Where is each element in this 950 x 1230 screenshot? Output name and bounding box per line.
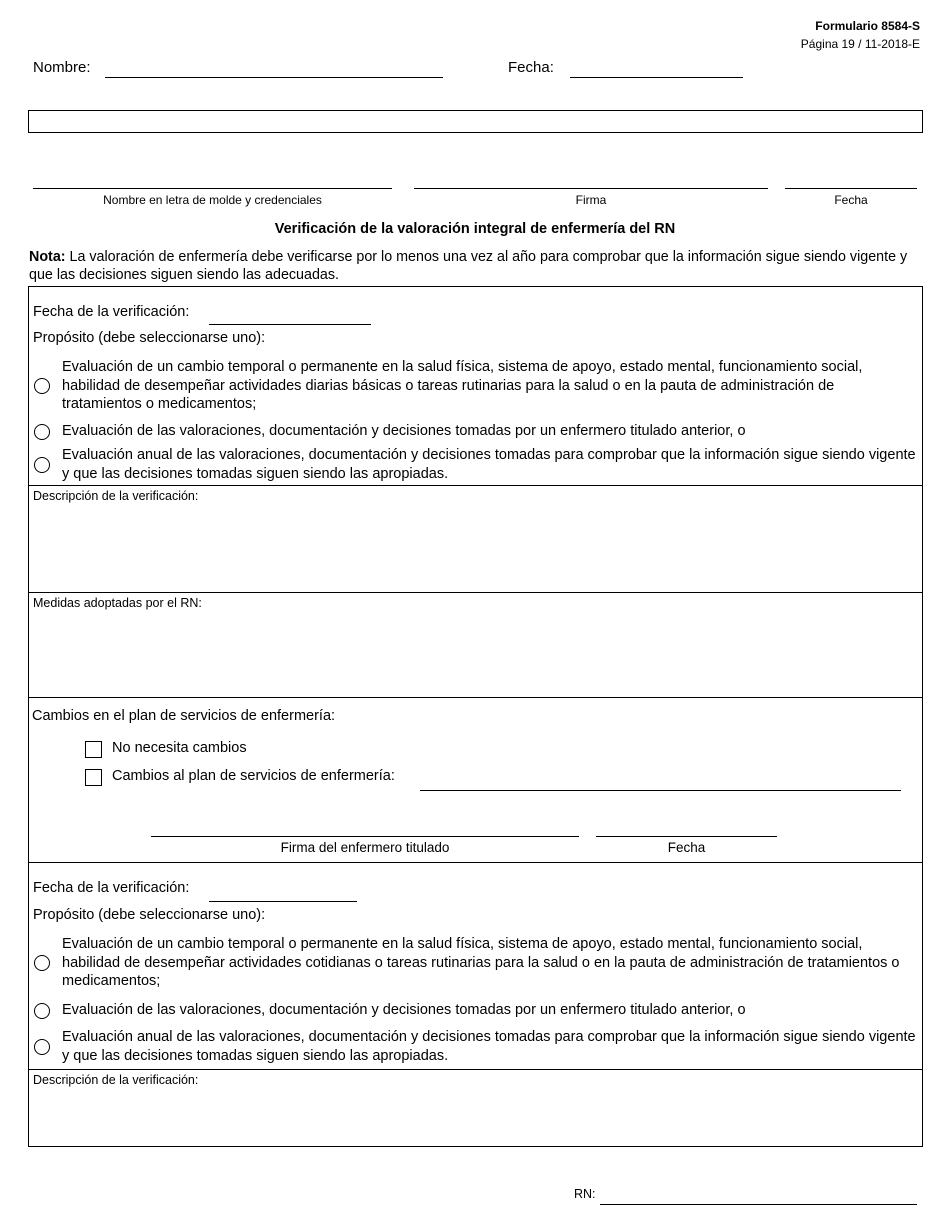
verification-2-option-1-text: Evaluación de un cambio temporal o permanente en la salud física, sistema de apoyo, estado mental, funcionamiento social, habilidad de desempeñar actividades cotidianas o tareas rutinarias para la salud o en la pauta de administración de tratamientos o medicamentos; <box>62 936 900 989</box>
note-text: La valoración de enfermería debe verificarse por lo menos una vez al año para comprobar que la información sigue siendo vigente y que las decisiones siguen siendo las adecuadas. <box>29 249 908 283</box>
date-field[interactable] <box>570 77 743 78</box>
name-field[interactable] <box>105 77 443 78</box>
verification-2-option-2-text: Evaluación de las valoraciones, documentación y decisiones tomadas por un enfermero titulado anterior, o <box>62 1002 746 1018</box>
name-label: Nombre: <box>33 59 91 76</box>
header-info-box[interactable] <box>28 110 923 133</box>
purpose-label: Propósito (debe seleccionarse uno): <box>33 330 266 346</box>
note <box>29 248 924 284</box>
signature-date-caption: Fecha <box>834 193 868 207</box>
verification-1-description-section[interactable] <box>28 485 923 592</box>
no-changes-checkbox[interactable] <box>85 741 102 758</box>
plan-changes-field[interactable] <box>420 790 901 791</box>
purpose-option-2-radio[interactable] <box>34 424 50 440</box>
note-prefix: Nota: <box>29 249 66 265</box>
verification-2-option-3-radio[interactable] <box>34 1039 50 1055</box>
verification-2-purpose-label: Propósito (debe seleccionarse uno): <box>33 907 266 923</box>
signature-caption: Firma <box>575 193 607 207</box>
no-changes-label: No necesita cambios <box>112 740 247 756</box>
purpose-option-3-text: Evaluación anual de las valoraciones, documentación y decisiones tomadas para comprobar que la información sigue siendo vigente y que las decisiones tomadas siguen siendo las apropiadas. <box>62 447 916 482</box>
verification-date-field[interactable] <box>209 324 371 325</box>
verification-1-purpose-section <box>28 286 923 485</box>
printed-name-caption: Nombre en letra de molde y credenciales <box>103 193 322 207</box>
plan-changes-label: Cambios al plan de servicios de enfermería: <box>112 768 395 784</box>
verification-1-measures-section[interactable] <box>28 592 923 697</box>
nurse-signature-date-caption: Fecha <box>667 840 706 855</box>
signature-date-line[interactable] <box>785 188 917 189</box>
plan-changes-checkbox[interactable] <box>85 769 102 786</box>
purpose-option-1-radio[interactable] <box>34 378 50 394</box>
verification-2-date-label: Fecha de la verificación: <box>33 880 190 896</box>
verification-2-option-2-radio[interactable] <box>34 1003 50 1019</box>
nurse-signature-line[interactable] <box>151 836 579 837</box>
rn-signature-line[interactable] <box>600 1204 917 1205</box>
rn-label: RN: <box>574 1187 596 1201</box>
changes-label: Cambios en el plan de servicios de enfermería: <box>32 708 336 724</box>
verification-1-changes-section <box>28 697 923 862</box>
printed-name-line[interactable] <box>33 188 392 189</box>
verification-2-description-label: Descripción de la verificación: <box>33 1073 199 1087</box>
verification-2-purpose-section <box>28 862 923 1069</box>
purpose-option-1-text: Evaluación de un cambio temporal o permanente en la salud física, sistema de apoyo, estado mental, funcionamiento social, habilidad de desempeñar actividades diarias básicas o tareas rutinarias para la salud o en la pauta de administración de tratamientos o medicamentos; <box>62 359 863 412</box>
verification-2-option-3-text: Evaluación anual de las valoraciones, documentación y decisiones tomadas para comprobar que la información sigue siendo vigente y que las decisiones tomadas siguen siendo las apropiadas. <box>62 1029 916 1064</box>
measures-label: Medidas adoptadas por el RN: <box>33 596 202 610</box>
purpose-option-3-radio[interactable] <box>34 457 50 473</box>
signature-line[interactable] <box>414 188 768 189</box>
nurse-signature-date-line[interactable] <box>596 836 777 837</box>
verification-date-label: Fecha de la verificación: <box>33 304 190 320</box>
date-label: Fecha: <box>508 59 554 76</box>
verification-2-option-1-radio[interactable] <box>34 955 50 971</box>
description-label: Descripción de la verificación: <box>33 489 199 503</box>
nurse-signature-caption: Firma del enfermero titulado <box>280 840 450 855</box>
purpose-option-2-text: Evaluación de las valoraciones, documentación y decisiones tomadas por un enfermero titulado anterior, o <box>62 423 746 439</box>
verification-2-date-field[interactable] <box>209 901 357 902</box>
page-info: Página 19 / 11-2018-E <box>800 37 920 51</box>
verification-2-description-section[interactable] <box>28 1069 923 1147</box>
form-number: Formulario 8584-S <box>815 19 920 33</box>
section-title: Verificación de la valoración integral de enfermería del RN <box>274 221 676 237</box>
